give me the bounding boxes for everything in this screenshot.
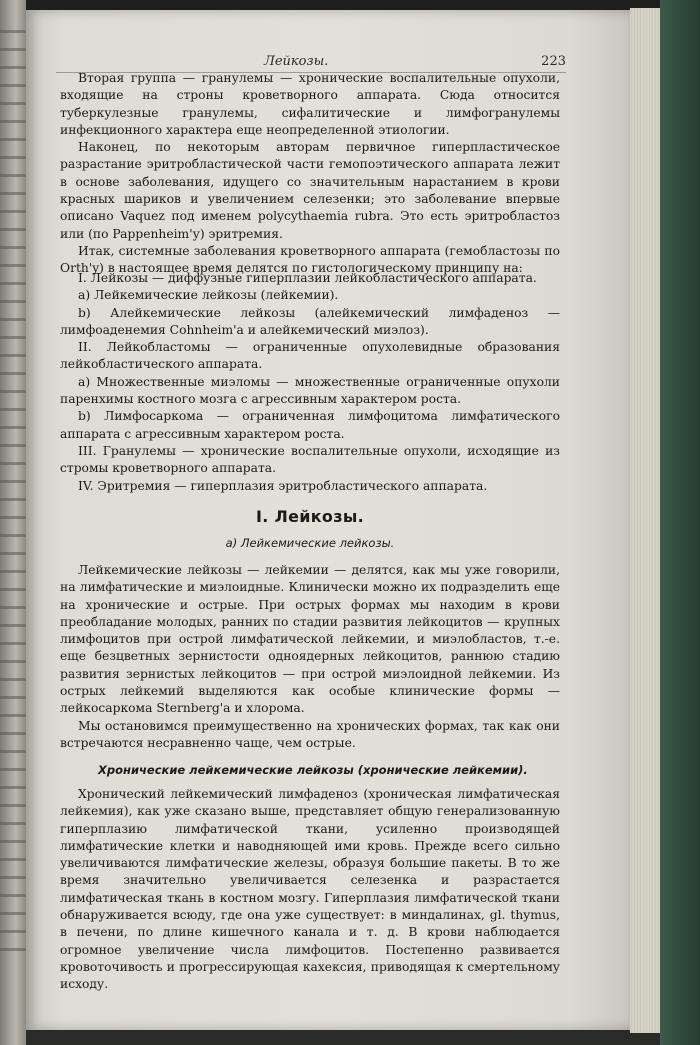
section-title: I. Лейкозы.: [256, 507, 364, 526]
page-number: 223: [541, 54, 566, 69]
running-head: Лейкозы.: [264, 54, 329, 69]
paragraph: Хронический лейкемический лимфаденоз (хроническая лимфатическая лейкемия), как уже сказано выше, представляет общую генерализованную гиперплазию лимфатической ткани, усиленно производящей лимфатические клетки и наводняющей ими кровь. Прежде всего сильно увеличиваются лимфатические железы, образуя большие пакеты. В то же время значительно увеличивается селезенка и разрастается лимфатическая ткань в костном мозгу. Гиперплазия лимфатической ткани обнаруживается всюду, где она уже существует: в миндалинах, gl. thymus, в печени, по длине кишечного канала и т. д. В крови наблюдается огромное увеличение числа лимфоцитов. Постепенно развивается кровоточивость и прогрессирующая кахексия, приводящая к смертельному исходу.: [60, 787, 560, 992]
text-block-leukemias: [60, 562, 560, 752]
classification-list: [60, 270, 560, 495]
list-item: a) Лейкемические лейкозы (лейкемии).: [78, 288, 339, 303]
paragraph: Вторая группа — гранулемы — хронические воспалительные опухоли, входящие на строны кроветворного аппарата. Сюда относится туберкулезные гранулемы, сифалитические и лимфогранулемы инфекционного характера еще неопределенной этиологии.: [60, 71, 560, 137]
paragraph: Лейкемические лейкозы — лейкемии — делятся, как мы уже говорили, на лимфатические и миэлоидные. Клинически можно их подразделить еще на хронические и острые. При острых формах мы находим в крови преобладание молодых, ранних по стадии развития лейкоцитов — крупных лимфоцитов при острой лимфатической лейкемии, и миэлобластов, т.-е. еще безцветных зернистости одноядерных лейкоцитов, раннюю стадию развития зернистых лейкоцитов — при острой миэлоидной лейкемии. Из острых лейкемий выделяются как особые клинические формы — лейкосаркома Sternberg'a и хлорома.: [60, 563, 560, 716]
list-item: III. Гранулемы — хронические воспалительные опухоли, исходящие из стромы кроветворного аппарата.: [60, 443, 560, 476]
paragraph: Итак, системные заболевания кроветворного аппарата (гемобластозы по Orth'y) в настоящее время делятся по гистологическому принципу на:: [60, 243, 560, 276]
list-item: II. Лейкобластомы — ограниченные опухолевидные образования лейкобластического аппарата.: [60, 340, 560, 372]
book-cover-green: [660, 0, 700, 1045]
subsection-heading-block: [60, 762, 560, 779]
list-item: a) Множественные миэломы — множественные ограниченные опухоли паренхимы костного мозга с агрессивным характером роста.: [60, 374, 560, 407]
text-block-intro: [60, 70, 560, 278]
subsection-title: а) Лейкемические лейкозы.: [225, 536, 395, 551]
list-item: I. Лейкозы — диффузные гиперплазии лейкобластического аппарата.: [78, 271, 537, 285]
section-heading-block: [60, 508, 560, 553]
list-item: b) Алейкемические лейкозы (алейкемический лимфаденоз — лимфоаденемия Cohnheim'a и алейкемический миэлоз).: [60, 305, 560, 337]
page-stack-edges: [630, 8, 660, 1033]
text-block-chronic: [60, 786, 560, 994]
facing-page-edge: [0, 0, 26, 1045]
book-page: [26, 10, 630, 1030]
dark-background-top: [0, 0, 700, 10]
subsection-title: Хронические лейкемические лейкозы (хронические лейкемии).: [98, 763, 528, 777]
list-item: b) Лимфосаркома — ограниченная лимфоцитома лимфатического аппарата с агрессивным характером роста.: [60, 409, 560, 441]
paragraph: Наконец, по некоторым авторам первичное гиперпластическое разрастание эритробластической части гемопоэтического аппарата лежит в основе заболевания, идущего со значительным нарастанием в крови красных шариков и увеличением селезенки; это заболевание впервые описано Vaquez под именем polycythaemia rubra. Это есть эритробластоз или (по Pappenheim'у) эритремия.: [60, 140, 560, 241]
list-item: IV. Эритремия — гиперплазия эритробластического аппарата.: [78, 478, 488, 493]
paragraph: Мы остановимся преимущественно на хронических формах, так как они встречаются несравненно чаще, чем острые.: [60, 718, 560, 750]
